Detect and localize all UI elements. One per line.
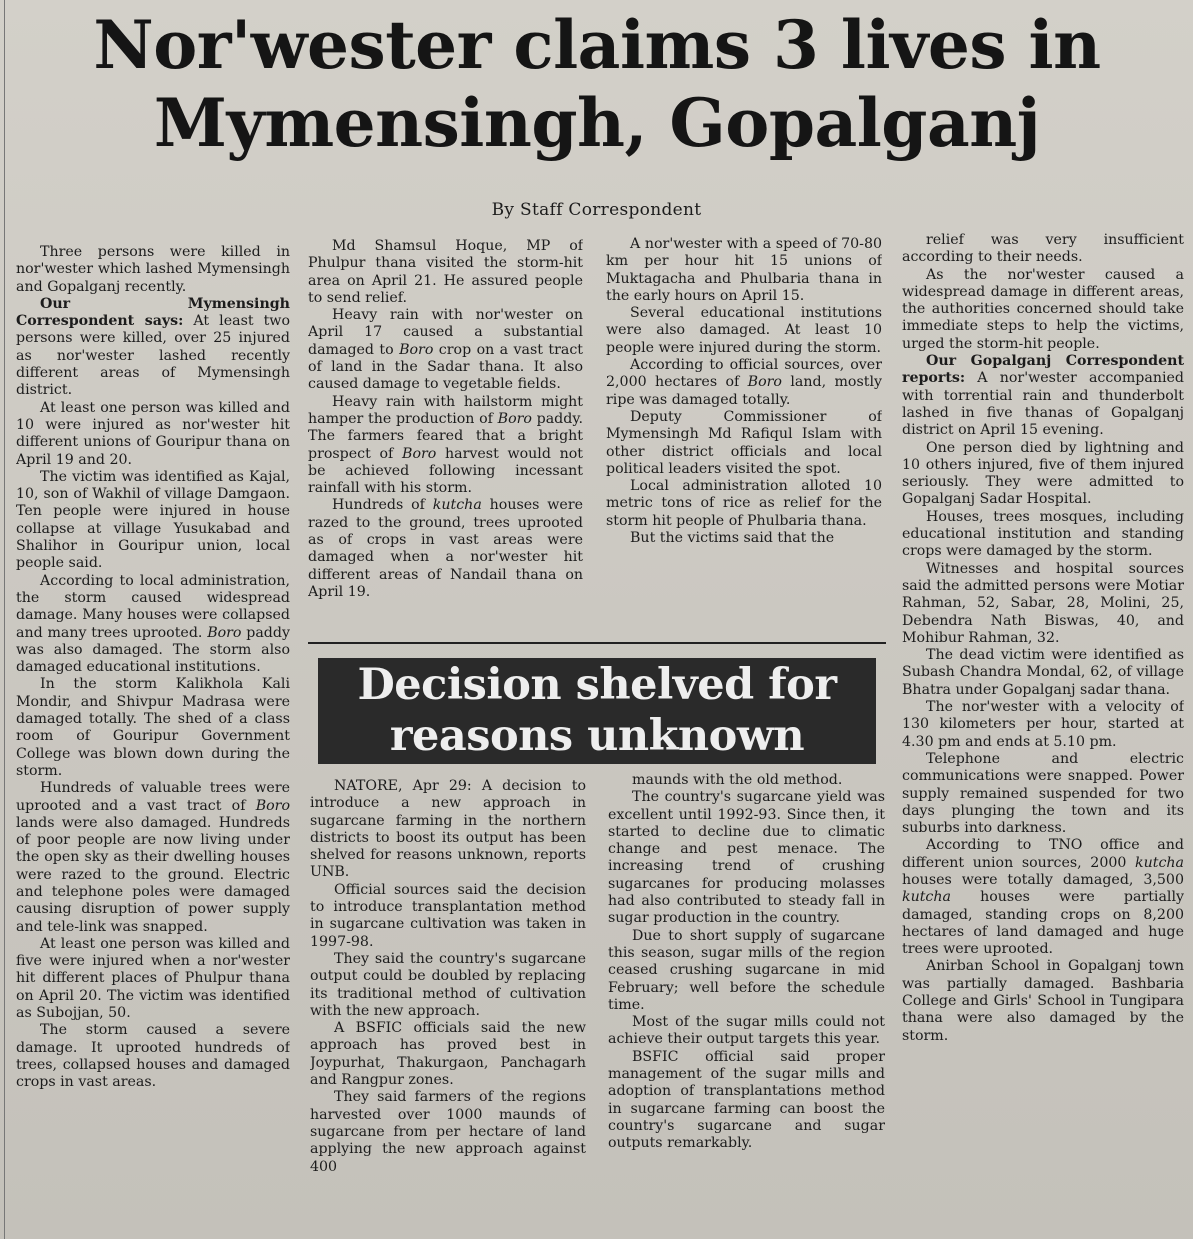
article-paragraph: Md Shamsul Hoque, MP of Phulpur thana visited the storm-hit area on April 21. He assured people to send relief.	[308, 238, 583, 306]
article-paragraph: Several educational institutions were also damaged. At least 10 people were injured during the storm.	[606, 305, 882, 356]
article-paragraph: The victim was identified as Kajal, 10, son of Wakhil of village Damgaon. Ten people were injured in house collapse at village Yusukabad and Shalihor in Gouripur union, local people said.	[16, 468, 290, 572]
article-paragraph: In the storm Kalikhola Kali Mondir, and Shivpur Madrasa were damaged totally. The shed of a class room of Gouripur Government College was blown down during the storm.	[16, 676, 290, 779]
article-paragraph: Our Mymensingh Correspondent says: At least two persons were killed, over 25 injured as nor'wester lashed recently different areas of Mymensingh district.	[16, 295, 290, 399]
byline: By Staff Correspondent	[491, 200, 702, 220]
article-paragraph: One person died by lightning and 10 others injured, five of them injured seriously. They were admitted to Gopalganj Sadar Hospital.	[902, 439, 1184, 508]
article-paragraph: Deputy Commissioner of Mymensingh Md Rafiqul Islam with other district officials and local political leaders visited the spot.	[606, 408, 882, 477]
page-edge-rule	[4, 0, 5, 1239]
second-headline: Decision shelved for reasons unknown	[357, 660, 837, 761]
article-paragraph: But the victims said that the	[630, 530, 835, 547]
article-paragraph: Witnesses and hospital sources said the admitted persons were Motiar Rahman, 52, Sabar, 28, Molini, 25, Debendra Nath Biswas, 40, and Mohibur Rahman, 32.	[902, 560, 1184, 646]
article-paragraph: They said the country's sugarcane output could be doubled by replacing its traditional method of cultivation with the new approach.	[310, 950, 586, 1019]
article-paragraph: Heavy rain with hailstorm might hamper the production of Boro paddy. The farmers feared that a bright prospect of Boro harvest would not be achieved following incessant rainfall with his storm.	[308, 393, 583, 497]
article-paragraph: Most of the sugar mills could not achieve their output targets this year.	[608, 1014, 885, 1048]
article-paragraph: The dead victim were identified as Subash Chandra Mondal, 62, of village Bhatra under Gopalganj sadar thana.	[902, 647, 1184, 698]
second-headline-box	[318, 658, 876, 764]
article-column-2	[308, 238, 583, 643]
article-paragraph: Our Gopalganj Correspondent reports: A nor'wester accompanied with torrential rain and thunderbolt lashed in five thanas of Gopalganj district on April 15 evening.	[902, 353, 1184, 439]
article-paragraph: According to local administration, the storm caused widespread damage. Many houses were collapsed and many trees uprooted. Boro paddy was also damaged. The storm also damaged educational institutions.	[16, 572, 290, 676]
article-paragraph: Three persons were killed in nor'wester which lashed Mymensingh and Gopalganj recently.	[16, 244, 290, 295]
article-column-1	[16, 244, 290, 1234]
article-paragraph: As the nor'wester caused a widespread damage in different areas, the authorities concerned should take immediate steps to help the victims, urged the storm-hit people.	[902, 266, 1184, 352]
article-paragraph: At least one person was killed and 10 were injured as nor'wester hit different unions of Gouripur thana on April 19 and 20.	[16, 399, 290, 468]
article-paragraph: Telephone and electric communications were snapped. Power supply remained suspended for two days plunging the town and its suburbs into darkness.	[902, 750, 1184, 837]
main-headline: Nor'wester claims 3 lives in Mymensingh, Gopalganj	[93, 6, 1101, 162]
article-paragraph: According to TNO office and different union sources, 2000 kutcha houses were totally damaged, 3,500 kutcha houses were partially damaged, standing crops on 8,200 hectares of land damaged and huge trees were uprooted.	[902, 837, 1184, 958]
article-paragraph: Due to short supply of sugarcane this season, sugar mills of the region ceased crushing sugarcane in mid February; well before the schedule time.	[608, 927, 885, 1013]
article-paragraph: The country's sugarcane yield was excellent until 1992-93. Since then, it started to decline due to climatic change and pest menace. The increasing trend of crushing sugarcanes for producing molasses had also contributed to steady fall in sugar production in the country.	[608, 789, 885, 927]
article-column-3	[606, 236, 882, 634]
article-paragraph: Hundreds of kutcha houses were razed to the ground, trees uprooted as of crops in vast areas were damaged when a nor'wester hit different areas of Nandail thana on April 19.	[308, 497, 583, 600]
article-paragraph: relief was very insufficient according to their needs.	[902, 232, 1184, 266]
article-paragraph: A nor'wester with a speed of 70-80 km per hour hit 15 unions of Muktagacha and Phulbaria thana in the early hours on April 15.	[606, 236, 882, 304]
article-paragraph: Local administration alloted 10 metric tons of rice as relief for the storm hit people of Phulbaria thana.	[606, 478, 882, 529]
section-divider	[308, 642, 886, 644]
second-article-column-1	[310, 778, 586, 1233]
article-paragraph: Anirban School in Gopalganj town was partially damaged. Bashbaria College and Girls' School in Tungipara thana were also damaged by the storm.	[902, 958, 1184, 1044]
article-paragraph: Houses, trees mosques, including educational institution and standing crops were damaged by the storm.	[902, 508, 1184, 560]
article-paragraph: Heavy rain with nor'wester on April 17 caused a substantial damaged to Boro crop on a vast tract of land in the Sadar thana. It also caused damage to vegetable fields.	[308, 307, 583, 393]
article-paragraph: BSFIC official said proper management of the sugar mills and adoption of transplantations method in sugarcane farming can boost the country's sugarcane and sugar outputs remarkably.	[608, 1048, 885, 1152]
article-paragraph: According to official sources, over 2,000 hectares of Boro land, mostly ripe was damaged totally.	[606, 357, 882, 408]
article-column-4	[902, 232, 1184, 1232]
article-paragraph: The nor'wester with a velocity of 130 kilometers per hour, started at 4.30 pm and ends at 5.10 pm.	[902, 699, 1184, 750]
article-paragraph: The storm caused a severe damage. It uprooted hundreds of trees, collapsed houses and damaged crops in vast areas.	[16, 1022, 290, 1091]
article-paragraph: They said farmers of the regions harvested over 1000 maunds of sugarcane from per hectare of land applying the new approach against 400	[310, 1089, 586, 1175]
article-paragraph: Official sources said the decision to introduce transplantation method in sugarcane cultivation was taken in 1997-98.	[310, 881, 586, 950]
second-article-column-2	[608, 772, 885, 1232]
article-paragraph: NATORE, Apr 29: A decision to introduce a new approach in sugarcane farming in the northern districts to boost its output has been shelved for reasons unknown, reports UNB.	[310, 778, 586, 881]
article-paragraph: maunds with the old method.	[632, 772, 843, 788]
article-paragraph: A BSFIC officials said the new approach has proved best in Joypurhat, Thakurgaon, Panchagarh and Rangpur zones.	[310, 1020, 586, 1089]
article-paragraph: Hundreds of valuable trees were uprooted and a vast tract of Boro lands were also damaged. Hundreds of poor people are now living under the open sky as their dwelling houses were razed to the ground. Electric and telephone poles were damaged causing disruption of power supply and tele-link was snapped.	[16, 780, 290, 935]
article-paragraph: At least one person was killed and five were injured when a nor'wester hit different places of Phulpur thana on April 20. The victim was identified as Subojjan, 50.	[16, 935, 290, 1022]
